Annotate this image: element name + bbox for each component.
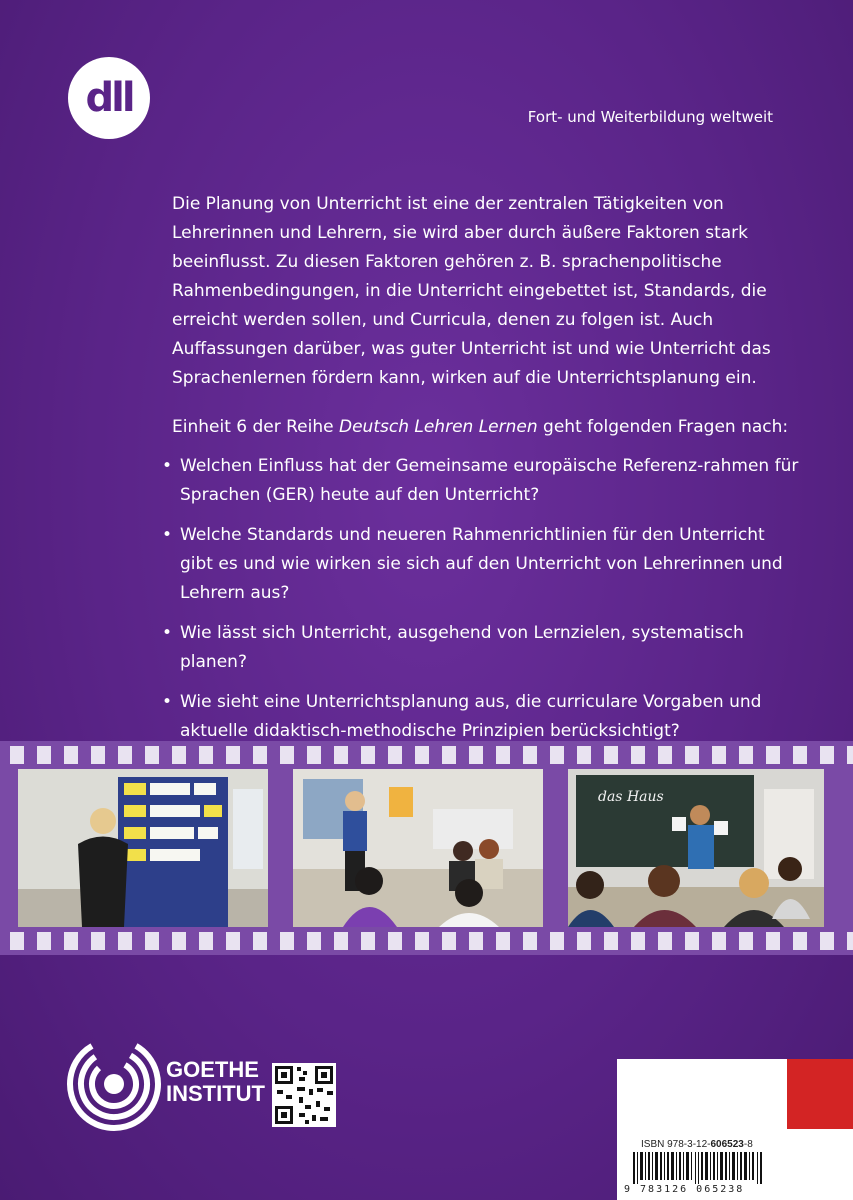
question-item: • Welche Standards und neueren Rahmenrichtlinien für den Unterricht gibt es und wie wirken sie sich auf den Unterricht von Lehrerinnen und Lehrern aus? [160,521,800,608]
isbn-label [641,1139,753,1150]
sprocket-holes-top [10,746,853,764]
publisher-logo [68,57,150,139]
publisher-logo-text: dll [85,75,133,121]
qr-code [272,1063,336,1127]
question-list [160,452,800,757]
isbn-prefix: ISBN 978-3-12- [641,1139,711,1150]
tagline: Fort- und Weiterbildung weltweit [527,108,773,126]
intro-paragraph: Die Planung von Unterricht ist eine der zentralen Tätigkeiten von Lehrerinnen und Lehrern, sie wird aber durch äußere Faktoren stark beeinflusst. Zu diesen Faktoren gehören z. B. sprachenpolitische Rahmenbedingungen, in die Unterricht eingebettet ist, Standards, die erreicht werden sollen, und Curricula, denen zu folgen ist. Auch Auffassungen darüber, was guter Unterricht ist und wie Unterricht das Sprachenlernen fördern kann, wirken auf die Unterrichtsplanung ein. [172,194,771,388]
price-sticker [787,1059,853,1129]
goethe-institut-wordmark [166,1058,265,1106]
question-item: • Wie sieht eine Unterrichtsplanung aus, die curriculare Vorgaben und aktuelle didaktisch-methodische Prinzipien berücksichtigt? [160,688,800,746]
photo-frame-2 [293,769,543,927]
lead-before: Einheit 6 der Reihe [172,417,339,437]
goethe-institut-logo [66,1036,162,1136]
question-item: • Wie lässt sich Unterricht, ausgehend von Lernzielen, systematisch planen? [160,619,800,677]
isbn-bold-part: 606523 [710,1139,744,1150]
photo-frame-1 [18,769,268,927]
lead-after: geht folgenden Fragen nach: [537,417,789,437]
series-lead [172,413,792,442]
question-item: • Welchen Einfluss hat der Gemeinsame europäische Referenz-rahmen für Sprachen (GER) heute auf den Unterricht? [160,452,800,510]
barcode-number: 9 783126 065238 [624,1184,745,1195]
filmstrip [0,741,853,955]
barcode [633,1152,763,1188]
sprocket-holes-bottom [10,932,853,950]
goethe-line-2: INSTITUT [166,1081,265,1106]
isbn-suffix: -8 [743,1139,753,1150]
photo-frame-3 [568,769,824,927]
goethe-line-1: GOETHE [166,1057,259,1082]
board-text: das Haus [598,789,664,805]
series-title: Deutsch Lehren Lernen [339,417,538,437]
